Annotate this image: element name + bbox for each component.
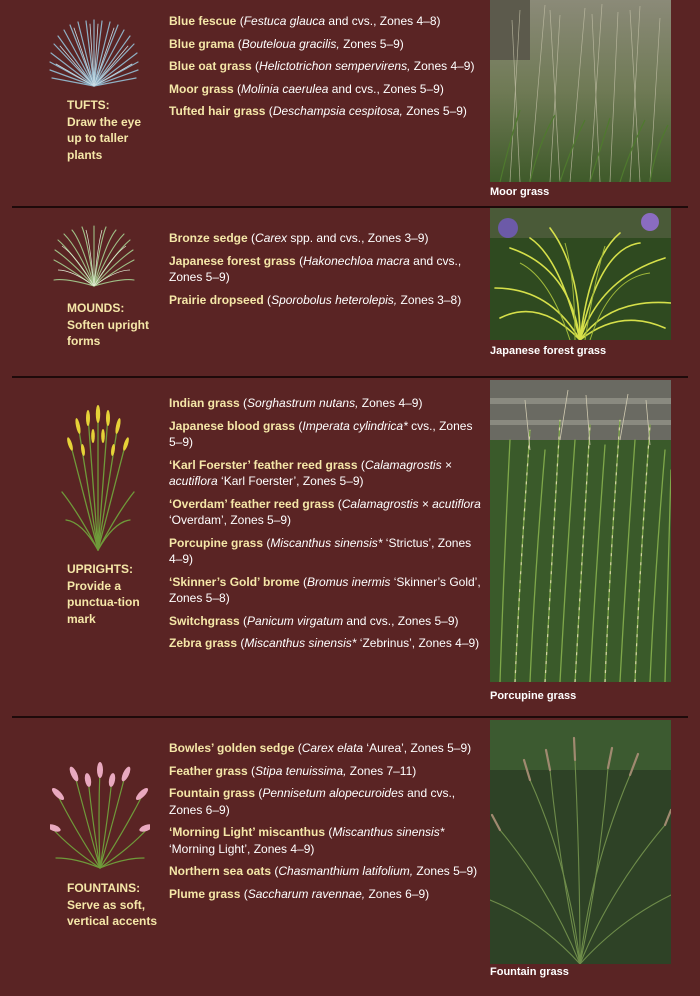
plant-entry bbox=[169, 81, 481, 98]
paren: ( bbox=[334, 496, 342, 511]
photo-caption: Japanese forest grass bbox=[490, 345, 607, 357]
latin-name: Saccharum ravennae, bbox=[247, 886, 366, 901]
common-name: Zebra grass bbox=[169, 636, 238, 650]
plant-list bbox=[169, 395, 481, 658]
latin-name: Calamagrostis × acutiflora bbox=[169, 457, 452, 488]
common-name: Northern sea oats bbox=[169, 864, 272, 878]
paren: ( bbox=[357, 457, 365, 472]
paren: ( bbox=[247, 231, 256, 245]
plant-entry bbox=[169, 418, 481, 451]
latin-name: Festuca glauca bbox=[243, 14, 326, 28]
zone-info: ‘Karl Foerster’, Zones 5–9) bbox=[217, 474, 364, 488]
zone-info: spp. and cvs., Zones 3–9) bbox=[287, 231, 429, 245]
paren: ( bbox=[251, 59, 260, 73]
category-label: FOUNTAINS: bbox=[67, 881, 141, 895]
category-description: Serve as soft, vertical accents bbox=[67, 897, 158, 928]
plant-entry bbox=[169, 574, 481, 607]
plant-entry bbox=[169, 103, 481, 120]
paren: ( bbox=[263, 535, 271, 550]
common-name: Indian grass bbox=[169, 396, 240, 410]
plant-entry bbox=[169, 740, 481, 757]
paren: ( bbox=[237, 636, 245, 650]
latin-name: Bromus inermis bbox=[307, 574, 391, 589]
zone-info: Zones 5–9) bbox=[339, 36, 404, 51]
paren: ( bbox=[240, 886, 248, 901]
paren: ( bbox=[239, 613, 248, 628]
plant-entry bbox=[169, 13, 481, 30]
latin-name: Miscanthus sinensis* bbox=[332, 825, 445, 839]
common-name: ‘Overdam’ feather reed grass bbox=[169, 496, 335, 511]
latin-name: Helictotrichon sempervirens, bbox=[259, 59, 411, 73]
zone-info: and cvs., Zones 6–9) bbox=[169, 786, 456, 817]
zone-info: Zones 5–9) bbox=[402, 104, 467, 118]
latin-name: Bouteloua gracilis, bbox=[241, 36, 340, 51]
latin-name: Chasmanthium latifolium, bbox=[278, 864, 414, 878]
common-name: ‘Skinner’s Gold’ brome bbox=[169, 574, 300, 589]
mound-grass-icon bbox=[52, 222, 136, 288]
zone-info: Zones 3–8) bbox=[397, 292, 462, 307]
paren: ( bbox=[236, 14, 244, 28]
plant-list bbox=[169, 740, 481, 908]
plant-entry bbox=[169, 886, 481, 903]
common-name: Feather grass bbox=[169, 763, 248, 778]
section-fountains bbox=[0, 716, 700, 996]
plant-entry bbox=[169, 635, 481, 652]
zone-info: Zones 7–11) bbox=[346, 763, 417, 778]
latin-name: Deschampsia cespitosa, bbox=[272, 104, 403, 118]
plant-entry bbox=[169, 496, 481, 529]
common-name: Blue grama bbox=[169, 36, 235, 51]
zone-info: and cvs., Zones 5–9) bbox=[169, 253, 462, 284]
plant-list bbox=[169, 13, 481, 126]
latin-name: Panicum virgatum bbox=[247, 613, 344, 628]
latin-name: Miscanthus sinensis* bbox=[244, 636, 357, 650]
zone-info: ‘Aurea’, Zones 5–9) bbox=[363, 741, 472, 755]
latin-name: Pennisetum alopecuroides bbox=[262, 786, 404, 800]
zone-info: ‘Overdam’, Zones 5–9) bbox=[169, 513, 292, 527]
plant-entry bbox=[169, 253, 481, 286]
paren: ( bbox=[255, 786, 263, 800]
plant-entry bbox=[169, 230, 481, 247]
common-name: Bronze sedge bbox=[169, 231, 248, 245]
paren: ( bbox=[263, 292, 272, 307]
plant-entry bbox=[169, 763, 481, 780]
zone-info: Zones 6–9) bbox=[365, 886, 430, 901]
zone-info: Zones 5–9) bbox=[413, 864, 478, 878]
zone-info: ‘Morning Light’, Zones 4–9) bbox=[169, 841, 315, 856]
photo-caption: Moor grass bbox=[490, 186, 550, 198]
photo-caption: Porcupine grass bbox=[490, 690, 577, 702]
category-label: MOUNDS: bbox=[67, 301, 125, 315]
common-name: ‘Morning Light’ miscanthus bbox=[169, 825, 325, 839]
category-block bbox=[67, 561, 159, 627]
paren: ( bbox=[294, 741, 302, 755]
zone-info: and cvs., Zones 5–9) bbox=[343, 613, 459, 628]
category-block bbox=[67, 880, 159, 930]
section-uprights bbox=[0, 376, 700, 716]
plant-entry bbox=[169, 292, 481, 309]
common-name: ‘Karl Foerster’ feather reed grass bbox=[169, 457, 358, 472]
latin-name: Calamagrostis × acutiflora bbox=[341, 496, 481, 511]
category-label: UPRIGHTS: bbox=[67, 562, 133, 576]
common-name: Switchgrass bbox=[169, 613, 240, 628]
paren: ( bbox=[295, 418, 303, 433]
paren: ( bbox=[265, 104, 273, 118]
paren: ( bbox=[239, 396, 248, 410]
plant-entry bbox=[169, 457, 481, 490]
common-name: Fountain grass bbox=[169, 786, 256, 800]
category-block bbox=[67, 300, 159, 350]
latin-name: Molinia caerulea bbox=[241, 81, 329, 96]
category-label: TUFTS: bbox=[67, 98, 110, 112]
photo-caption: Fountain grass bbox=[490, 966, 569, 978]
zone-info: Zones 4–9) bbox=[358, 396, 423, 410]
zone-info: Zones 4–9) bbox=[410, 59, 475, 73]
photo-japanese-forest-grass bbox=[490, 208, 671, 340]
common-name: Porcupine grass bbox=[169, 535, 264, 550]
latin-name: Carex elata bbox=[301, 741, 364, 755]
plant-entry bbox=[169, 785, 481, 818]
category-description: Provide a punctua-tion mark bbox=[67, 578, 140, 626]
plant-entry bbox=[169, 613, 481, 630]
plant-entry bbox=[169, 824, 481, 857]
upright-grass-icon bbox=[58, 402, 138, 552]
latin-name: Sporobolus heterolepis, bbox=[271, 292, 398, 307]
zone-info: ‘Strictus’, Zones 4–9) bbox=[169, 535, 472, 566]
photo-moor-grass bbox=[490, 0, 671, 182]
plant-entry bbox=[169, 395, 481, 412]
category-description: Soften upright forms bbox=[67, 317, 149, 348]
paren: ( bbox=[295, 253, 304, 268]
fountain-grass-icon bbox=[50, 758, 150, 870]
category-block bbox=[67, 97, 159, 163]
common-name: Bowles’ golden sedge bbox=[169, 741, 295, 755]
plant-entry bbox=[169, 863, 481, 880]
common-name: Tufted hair grass bbox=[169, 104, 266, 118]
common-name: Blue oat grass bbox=[169, 59, 252, 73]
zone-info: ‘Zebrinus’, Zones 4–9) bbox=[356, 636, 480, 650]
plant-entry bbox=[169, 58, 481, 75]
section-mounds bbox=[0, 206, 700, 376]
paren: ( bbox=[234, 36, 242, 51]
common-name: Prairie dropseed bbox=[169, 292, 264, 307]
common-name: Japanese blood grass bbox=[169, 418, 296, 433]
plant-list bbox=[169, 230, 481, 314]
plant-entry bbox=[169, 36, 481, 53]
paren: ( bbox=[247, 763, 256, 778]
paren: ( bbox=[325, 825, 333, 839]
common-name: Japanese forest grass bbox=[169, 253, 296, 268]
category-description: Draw the eye up to taller plants bbox=[67, 114, 142, 162]
paren: ( bbox=[271, 864, 279, 878]
paren: ( bbox=[233, 81, 242, 96]
latin-name: Stipa tenuissima, bbox=[255, 763, 347, 778]
tuft-grass-icon bbox=[48, 16, 140, 90]
zone-info: and cvs., Zones 5–9) bbox=[328, 81, 444, 96]
section-tufts bbox=[0, 0, 700, 204]
latin-name: Hakonechloa macra bbox=[303, 253, 410, 268]
latin-name: Carex bbox=[255, 231, 288, 245]
photo-porcupine-grass bbox=[490, 380, 671, 682]
common-name: Plume grass bbox=[169, 886, 241, 901]
common-name: Moor grass bbox=[169, 81, 234, 96]
paren: ( bbox=[299, 574, 308, 589]
plant-entry bbox=[169, 535, 481, 568]
photo-fountain-grass bbox=[490, 720, 671, 964]
latin-name: Imperata cylindrica* bbox=[302, 418, 408, 433]
latin-name: Miscanthus sinensis* bbox=[270, 535, 383, 550]
latin-name: Sorghastrum nutans, bbox=[247, 396, 359, 410]
zone-info: and cvs., Zones 4–8) bbox=[325, 14, 441, 28]
common-name: Blue fescue bbox=[169, 14, 237, 28]
zone-info: cvs., Zones 5–9) bbox=[169, 418, 473, 449]
zone-info: ‘Skinner’s Gold’, Zones 5–8) bbox=[169, 574, 481, 605]
